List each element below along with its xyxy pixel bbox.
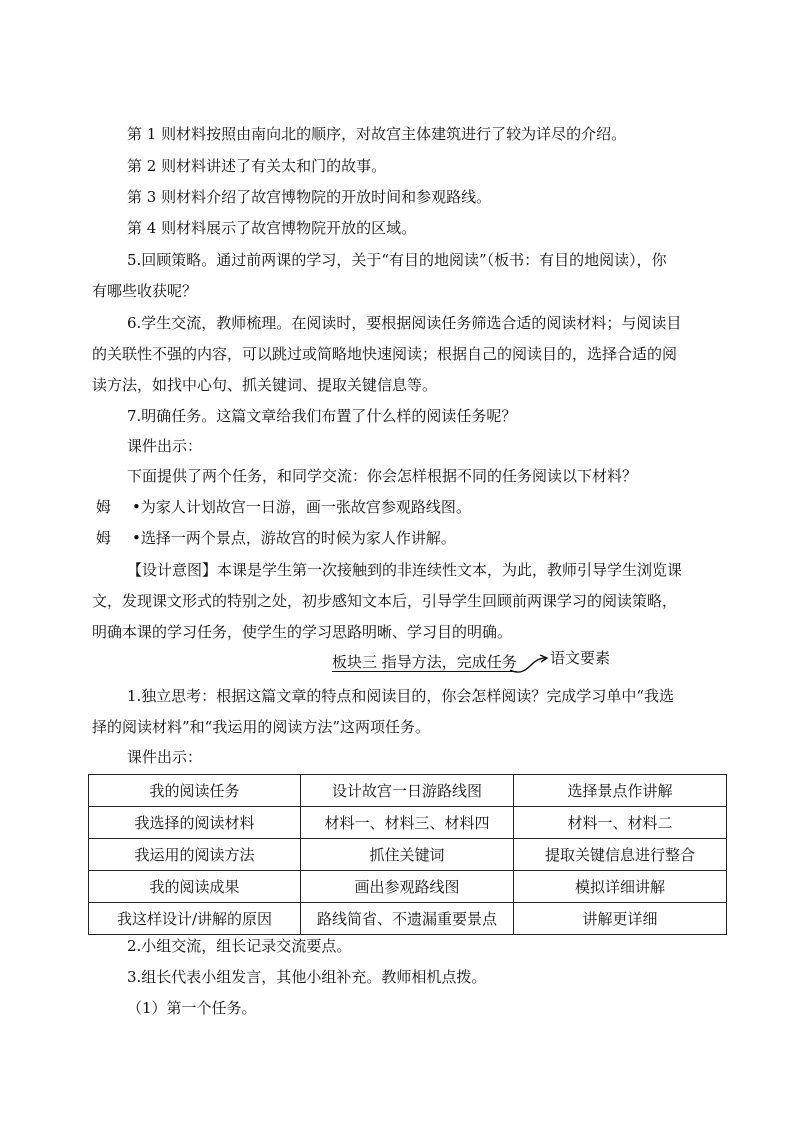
design-intent-line1: 【设计意图】本课是学生第一次接触到的非连续性文本，为此，教师引导学生浏览课 <box>127 561 683 579</box>
paragraph-step5-line1: 5.回顾策略。通过前两课的学习，关于“有目的地阅读”（板书：有目的地阅读），你 <box>127 251 667 269</box>
courseware-label-2: 课件出示： <box>127 748 203 766</box>
table-cell: 我运用的阅读方法 <box>89 839 301 871</box>
question-1-line2: 择的阅读材料”和“我运用的阅读方法”这两项任务。 <box>92 718 431 736</box>
table-cell: 提取关键信息进行整合 <box>514 839 727 871</box>
paragraph-material-2: 第 2 则材料讲述了有关太和门的故事。 <box>127 157 387 175</box>
bullet-text: •为家人计划故宫一日游，画一张故宫参观路线图。 <box>132 498 471 516</box>
paragraph-step6-line1: 6.学生交流，教师梳理。在阅读时，要根据阅读任务筛选合适的阅读材料；与阅读目 <box>127 314 682 332</box>
table-cell: 画出参观路线图 <box>301 871 514 903</box>
table-row <box>89 839 727 871</box>
section-heading: 板块三 指导方法，完成任务 <box>332 653 517 671</box>
paragraph-material-1: 第 1 则材料按照由南向北的顺序，对故宫主体建筑进行了较为详尽的介绍。 <box>127 125 627 143</box>
table-cell: 材料一、材料二 <box>514 807 727 839</box>
table-cell: 我的阅读成果 <box>89 871 301 903</box>
table-cell: 模拟详细讲解 <box>514 871 727 903</box>
table-cell: 选择景点作讲解 <box>514 775 727 807</box>
paragraph-step6-line3: 读方法，如找中心句、抓关键词、提取关键信息等。 <box>92 376 438 394</box>
table-row <box>89 807 727 839</box>
table-row <box>89 903 727 935</box>
bullet-text: •选择一两个景点，游故宫的时候为家人作讲解。 <box>132 529 456 547</box>
question-1-line1: 1.独立思考：根据这篇文章的特点和阅读目的，你会怎样阅读？完成学习单中“我选 <box>127 687 674 705</box>
paragraph-material-3: 第 3 则材料介绍了故宫博物院的开放时间和参观路线。 <box>127 188 492 206</box>
table-row <box>89 871 727 903</box>
paragraph-material-4: 第 4 则材料展示了故宫博物院开放的区域。 <box>127 219 417 237</box>
table-cell: 我选择的阅读材料 <box>89 807 301 839</box>
courseware-label-1: 课件出示： <box>127 437 203 455</box>
table-cell: 我的阅读任务 <box>89 775 301 807</box>
task-prompt: 下面提供了两个任务，和同学交流：你会怎样根据不同的任务阅读以下材料？ <box>127 467 638 485</box>
side-note-label: 语文要素 <box>550 649 611 667</box>
bullet-item <box>96 528 456 548</box>
paragraph-step7: 7.明确任务。这篇文章给我们布置了什么样的阅读任务呢？ <box>127 407 517 425</box>
table-row <box>89 775 727 807</box>
curved-arrow-icon <box>508 652 550 676</box>
table-cell: 路线简省、不遗漏重要景点 <box>301 903 514 935</box>
bullet-item <box>96 497 471 517</box>
table-cell: 讲解更详细 <box>514 903 727 935</box>
design-intent-line2: 文，发现课文形式的特别之处，初步感知文本后，引导学生回顾前两课学习的阅读策略， <box>92 592 678 610</box>
question-2: 2.小组交流，组长记录交流要点。 <box>127 937 352 955</box>
table-cell: 我这样设计/讲解的原因 <box>89 903 301 935</box>
bullet-mark: 姆 <box>96 498 112 516</box>
table-cell: 抓住关键词 <box>301 839 514 871</box>
paragraph-step6-line2: 的关联性不强的内容，可以跳过或简略地快速阅读；根据自己的阅读目的，选择合适的阅 <box>92 345 678 363</box>
table-cell: 材料一、材料三、材料四 <box>301 807 514 839</box>
question-4: （1）第一个任务。 <box>127 999 257 1017</box>
reading-task-table <box>88 774 727 935</box>
table-cell: 设计故宫一日游路线图 <box>301 775 514 807</box>
paragraph-step5-line2: 有哪些收获呢？ <box>92 282 198 300</box>
bullet-mark: 姆 <box>96 529 112 547</box>
design-intent-line3: 明确本课的学习任务，使学生的学习思路明晰、学习目的明确。 <box>92 623 513 641</box>
question-3: 3.组长代表小组发言，其他小组补充。教师相机点拨。 <box>127 968 487 986</box>
